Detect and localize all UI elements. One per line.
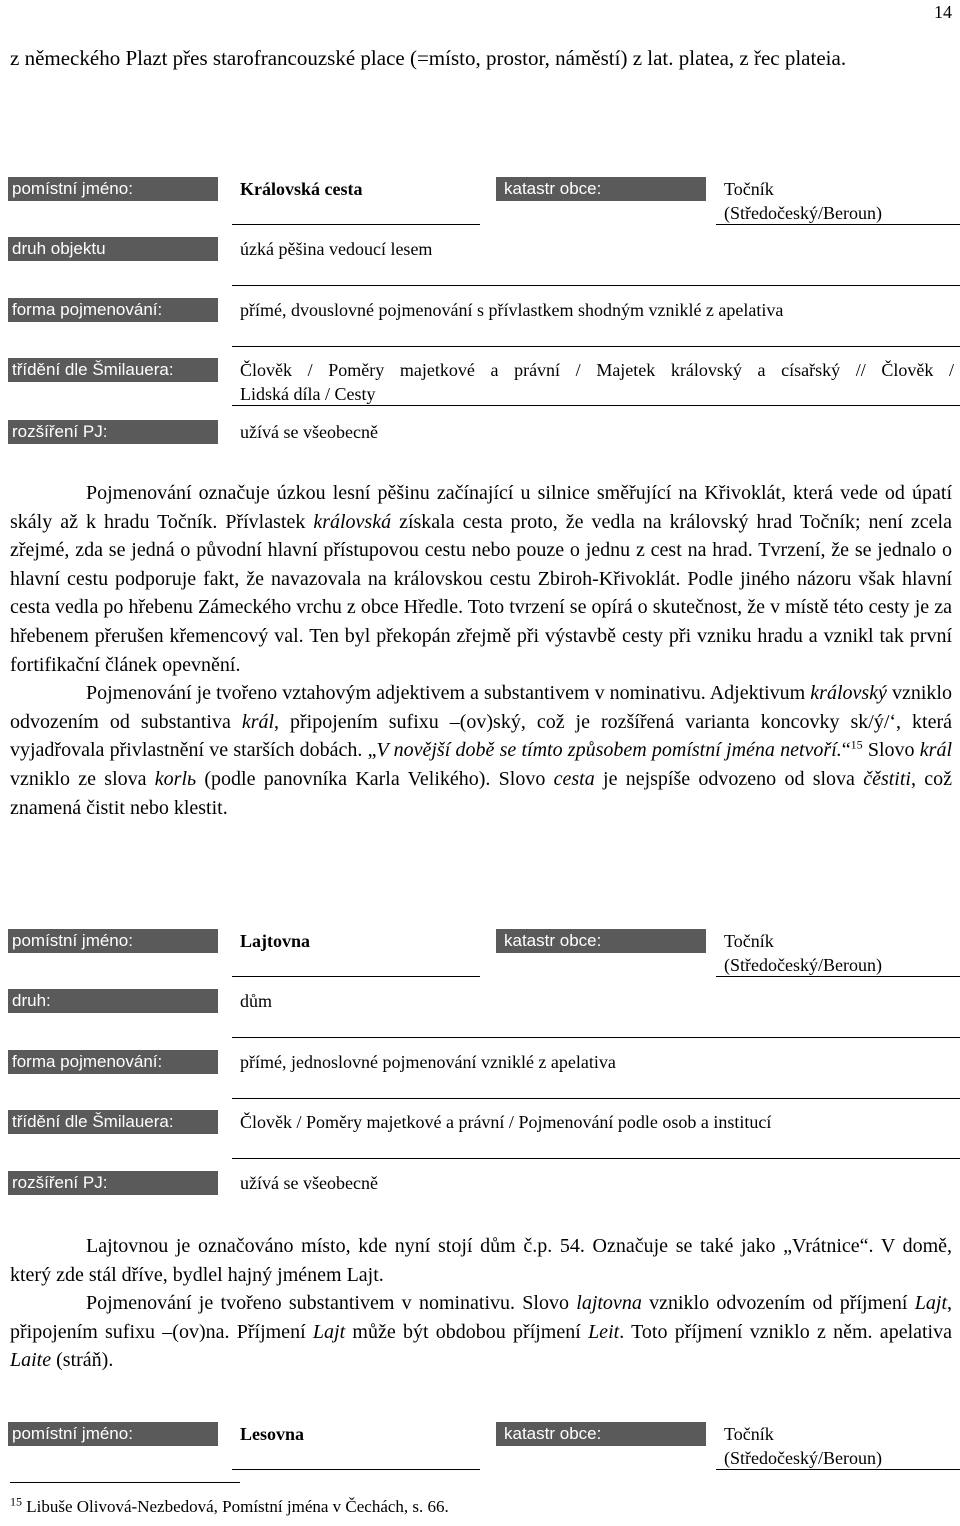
footnote [10,1496,449,1518]
divider [232,976,480,977]
object-type: úzká pěšina vedoucí lesem [240,239,433,259]
page-number: 14 [934,2,952,22]
place-name: Lesovna [240,1424,305,1444]
divider [716,976,960,977]
footnote-number: 15 [10,1494,22,1509]
divider [232,1098,960,1099]
cadastre-region: (Středočeský/Beroun) [724,1448,882,1468]
footnote-text: Libuše Olivová-Nezbedová, Pomístní jména v Čechách, s. 66. [26,1497,449,1516]
extent: užívá se všeobecně [240,422,378,442]
footnote-ref: 15 [850,737,863,752]
label-object-type: druh: [8,989,218,1013]
footnote-rule [10,1482,240,1483]
naming-form: přímé, dvouslovné pojmenování s přívlastkem shodným vzniklé z apelativa [240,300,784,320]
label-cadastre: katastr obce: [496,1422,706,1446]
label-place-name: pomístní jméno: [8,929,218,953]
body-text-1: Pojmenování označuje úzkou lesní pěšinu začínající u silnice směřující na Křivoklát, která vede od úpatí skály až k hradu Točník. Přívlastek královská získala cesta proto, že vedla na královský hrad Točník; není zcela zřejmé, zda se jedná o původní hlavní přístupovou cestu nebo pouze o jednu z cest na hrad. Tvrzení, že se jednalo o hlavní cestu podporuje fakt, že navazovala na královskou cestu Zbiroh-Křivoklát. Podle jiného názoru však hlavní cesta vedla po hřebenu Zámeckého vrchu z obce Hředle. Toto tvrzení se opírá o skutečnost, že v místě této cesty je za hřebenem přerušen křemencový val. Ten byl překopán zřejmě při výstavbě cesty při vzniku hradu a vznikl tak první fortifikační článek opevnění. Pojmenování je tvořeno vztahovým adjektivem a substantivem v nominativu. Adjektivum královský vzniklo odvozením od substantiva král, připojením sufixu –(ov)ský, což je rozšířená varianta koncovky sk/ý/‘, která vyjadřovala přivlastnění ve starších dobách. „V novější době se tímto způsobem pomístní jména netvoří.“$^{15}$ Slovo král vzniklo ze slova korlь (podle panovníka Karla Velikého). Slovo cesta je nejspíše odvozeno od slova čěstiti, což znamená čistit nebo klestit. [10,482,953,819]
cadastre: Točník [724,931,774,951]
divider [232,346,960,347]
classification: Člověk / Poměry majetkové a právní / Majetek královský a císařský // Člověk / [240,360,954,380]
divider [716,224,960,225]
classification: Člověk / Poměry majetkové a právní / Pojmenování podle osob a institucí [240,1112,772,1132]
divider [232,1037,960,1038]
divider [232,285,960,286]
divider [232,405,960,406]
divider [232,1469,480,1470]
label-place-name: pomístní jméno: [8,1422,218,1446]
label-classification: třídění dle Šmilauera: [8,358,218,382]
body-text-2: Lajtovnou je označováno místo, kde nyní stojí dům č.p. 54. Označuje se také jako „Vrátnice“. V domě, který zde stál dříve, bydlel hajný jménem Lajt. Pojmenování je tvořeno substantivem v nominativu. Slovo lajtovna vzniklo odvozením od příjmení Lajt, připojením sufixu –(ov)na. Příjmení Lajt může být obdobou příjmení Leit. Toto příjmení vzniklo z něm. apelativa Laite (stráň). [10,1235,953,1372]
cadastre: Točník [724,1424,774,1444]
label-classification: třídění dle Šmilauera: [8,1110,218,1134]
divider [716,1469,960,1470]
label-cadastre: katastr obce: [496,177,706,201]
naming-form: přímé, jednoslovné pojmenování vzniklé z apelativa [240,1052,616,1072]
extent: užívá se všeobecně [240,1173,378,1193]
intro-text: z německého Plazt přes starofrancouzské place (=místo, prostor, náměstí) z lat. platea, z řec plateia. [10,46,847,70]
cadastre-region: (Středočeský/Beroun) [724,955,882,975]
label-object-type: druh objektu [8,237,218,261]
divider [232,224,480,225]
place-name: Královská cesta [240,179,363,199]
divider [232,1158,960,1159]
cadastre-region: (Středočeský/Beroun) [724,203,882,223]
object-type: dům [240,991,273,1011]
label-naming-form: forma pojmenování: [8,1050,218,1074]
label-extent: rozšíření PJ: [8,1171,218,1195]
classification-cont: Lidská díla / Cesty [240,384,376,404]
label-cadastre: katastr obce: [496,929,706,953]
label-place-name: pomístní jméno: [8,177,218,201]
label-naming-form: forma pojmenování: [8,298,218,322]
label-extent: rozšíření PJ: [8,420,218,444]
place-name: Lajtovna [240,931,311,951]
cadastre: Točník [724,179,774,199]
